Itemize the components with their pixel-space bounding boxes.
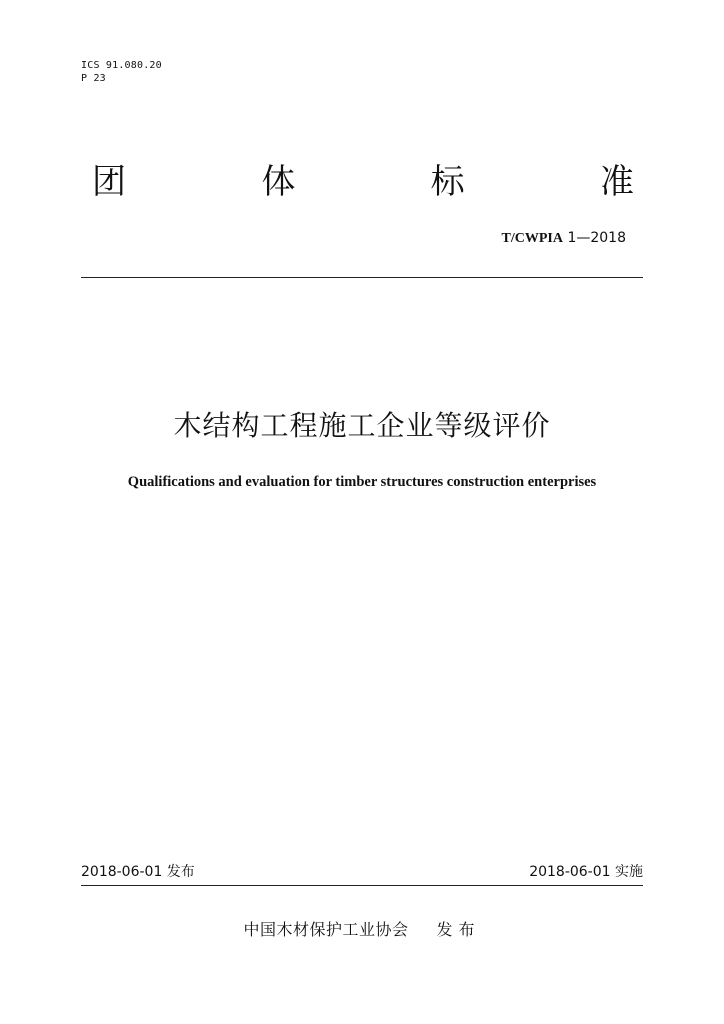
heading-char-2: 体	[261, 162, 296, 202]
implementation-date: 2018-06-01 实施	[529, 864, 643, 880]
chinese-title: 木结构工程施工企业等级评价	[173, 409, 551, 442]
heading-char-4: 准	[599, 162, 634, 202]
english-title: Qualifications and evaluation for timber structures construction enterprises	[127, 474, 597, 490]
ics-code: ICS 91.080.20	[81, 60, 162, 71]
publisher-line	[0, 919, 724, 941]
ccs-code: P 23	[81, 73, 106, 84]
standard-category-heading	[92, 158, 634, 206]
bottom-divider	[81, 885, 643, 886]
heading-char-1: 团	[92, 162, 126, 202]
standard-number-suffix: 1—2018	[567, 230, 626, 246]
issue-date: 2018-06-01 发布	[81, 864, 195, 880]
standard-number-prefix: T/CWPIA	[501, 231, 563, 246]
heading-char-3: 标	[430, 162, 465, 202]
publish-label: 发布	[436, 920, 481, 939]
standard-number	[502, 229, 626, 248]
publisher-name: 中国木材保护工业协会	[243, 920, 409, 939]
top-divider	[81, 277, 643, 278]
